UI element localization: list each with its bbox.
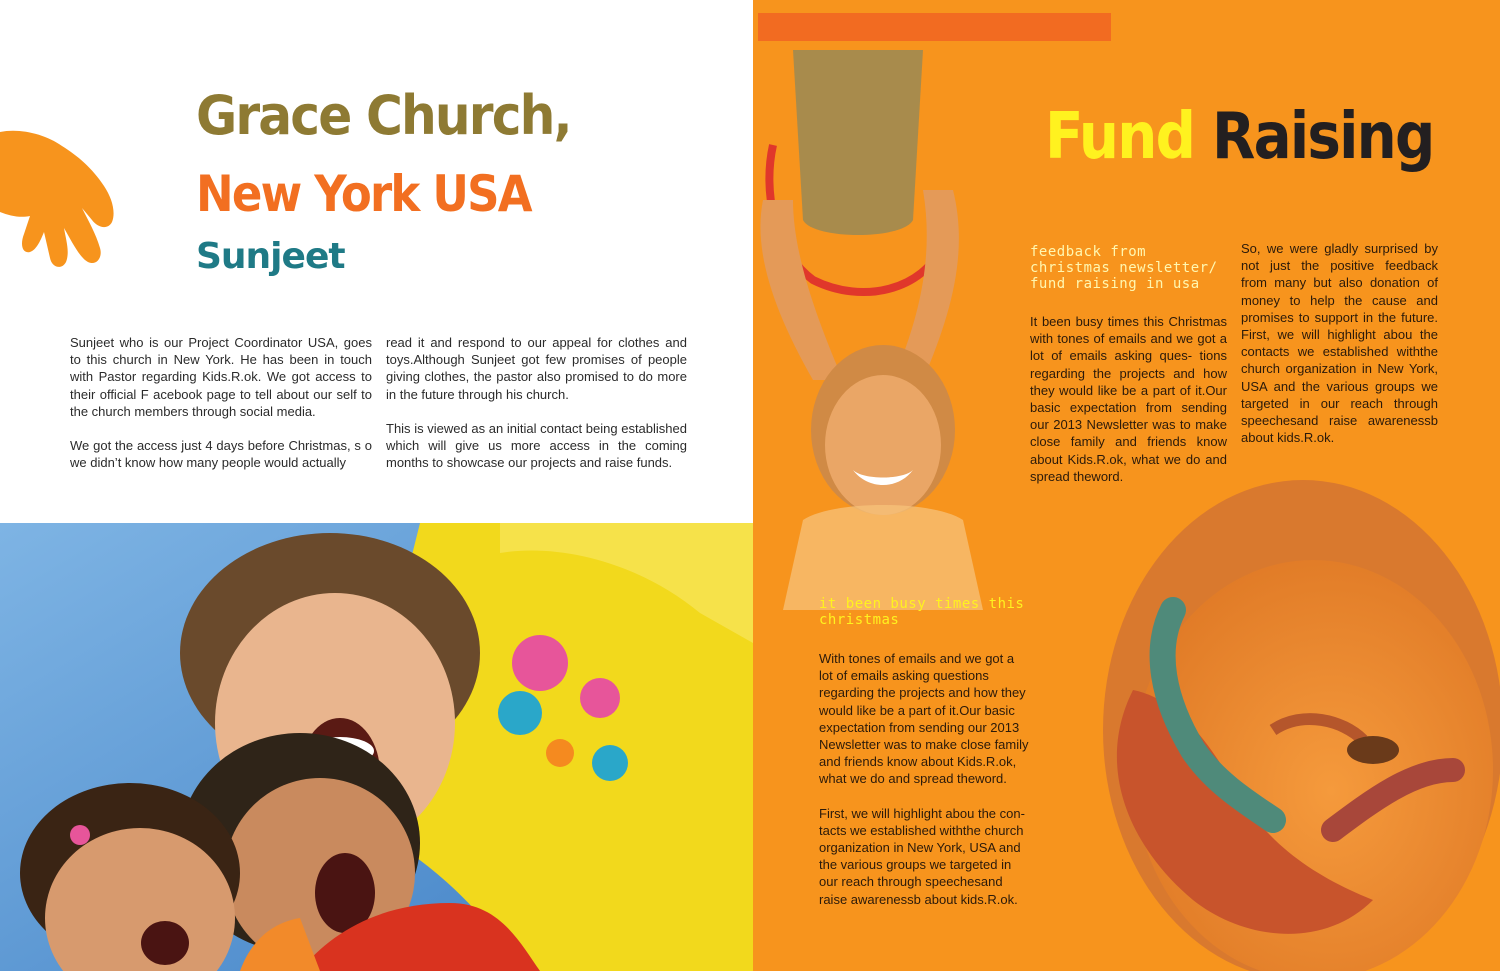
paragraph: It been busy times this Christmas with tones of emails and we got a lot of emails asking ques- tions regarding the projects and how they would like be a part of it.Our basic expectation from sending our 2013 Newsletter was to make close family and friends know about Kids.R.ok, what we do and spread theword.	[1030, 314, 1227, 484]
article-column-1	[70, 334, 372, 488]
section-title-fund-raising	[1045, 100, 1434, 174]
article-column-2	[386, 334, 687, 488]
right-page	[753, 0, 1500, 971]
paragraph: We got the access just 4 days before Christmas, s o we didn’t know how many people would actually	[70, 438, 372, 471]
page-subtitle-name: Sunjeet	[196, 236, 345, 277]
fundraising-column-2	[1241, 240, 1438, 463]
page-subtitle-location: New York USA	[196, 165, 531, 223]
paragraph: Sunjeet who is our Project Coordinator USA, goes to this church in New York. He has been in touch with Pastor regarding Kids.R.ok. We got access to their official F acebook page to tell about our self to the church members through social media.	[70, 335, 372, 419]
title-word-raising: Raising	[1211, 100, 1434, 174]
fundraising-column-3	[819, 650, 1031, 925]
photo-child-heart-hands	[1073, 470, 1500, 971]
paragraph: With tones of emails and we got a lot of emails asking questions regarding the projects and how they would like be a part of it.Our basic expectation from sending our 2013 Newsletter was to make close family and friends know about Kids.R.ok, what we do and spread theword.	[819, 651, 1029, 787]
hand-illustration	[0, 124, 120, 274]
photo-laughing-kids	[0, 523, 753, 971]
paragraph: First, we will highlight abou the con- tacts we established withthe church organization in New York, USA and the various groups we targeted in our reach through speechesand raise awarenessb about kids.R.ok.	[819, 805, 1025, 907]
paragraph: This is viewed as an initial contact being established which will give us more access in the coming months to showcase our projects and raise funds.	[386, 420, 687, 471]
subheading-line: feedback from christmas newsletter/	[1030, 244, 1218, 276]
subheading-line: fund raising in usa	[1030, 276, 1200, 292]
fundraising-column-1	[1030, 313, 1227, 502]
paragraph: read it and respond to our appeal for clothes and toys.Although Sunjeet got few promises of people giving clothes, the pastor also promised to do more in the future through his church.	[386, 335, 687, 402]
subheading-busy-times: it been busy times this christmas	[819, 596, 1025, 628]
page-title-grace-church: Grace Church,	[196, 84, 571, 147]
paragraph: So, we were gladly surprised by not just the positive feedback from many but also donation of money to help the cause and promises to support in the future. First, we will highlight abou the contacts we established withthe church organization in New York, USA and the various groups we targeted in our reach through speechesand raise awarenessb about kids.R.ok.	[1241, 241, 1438, 446]
title-word-fund: Fund	[1045, 100, 1195, 174]
decorative-top-bar	[758, 13, 1111, 41]
subheading-feedback	[1030, 244, 1230, 292]
